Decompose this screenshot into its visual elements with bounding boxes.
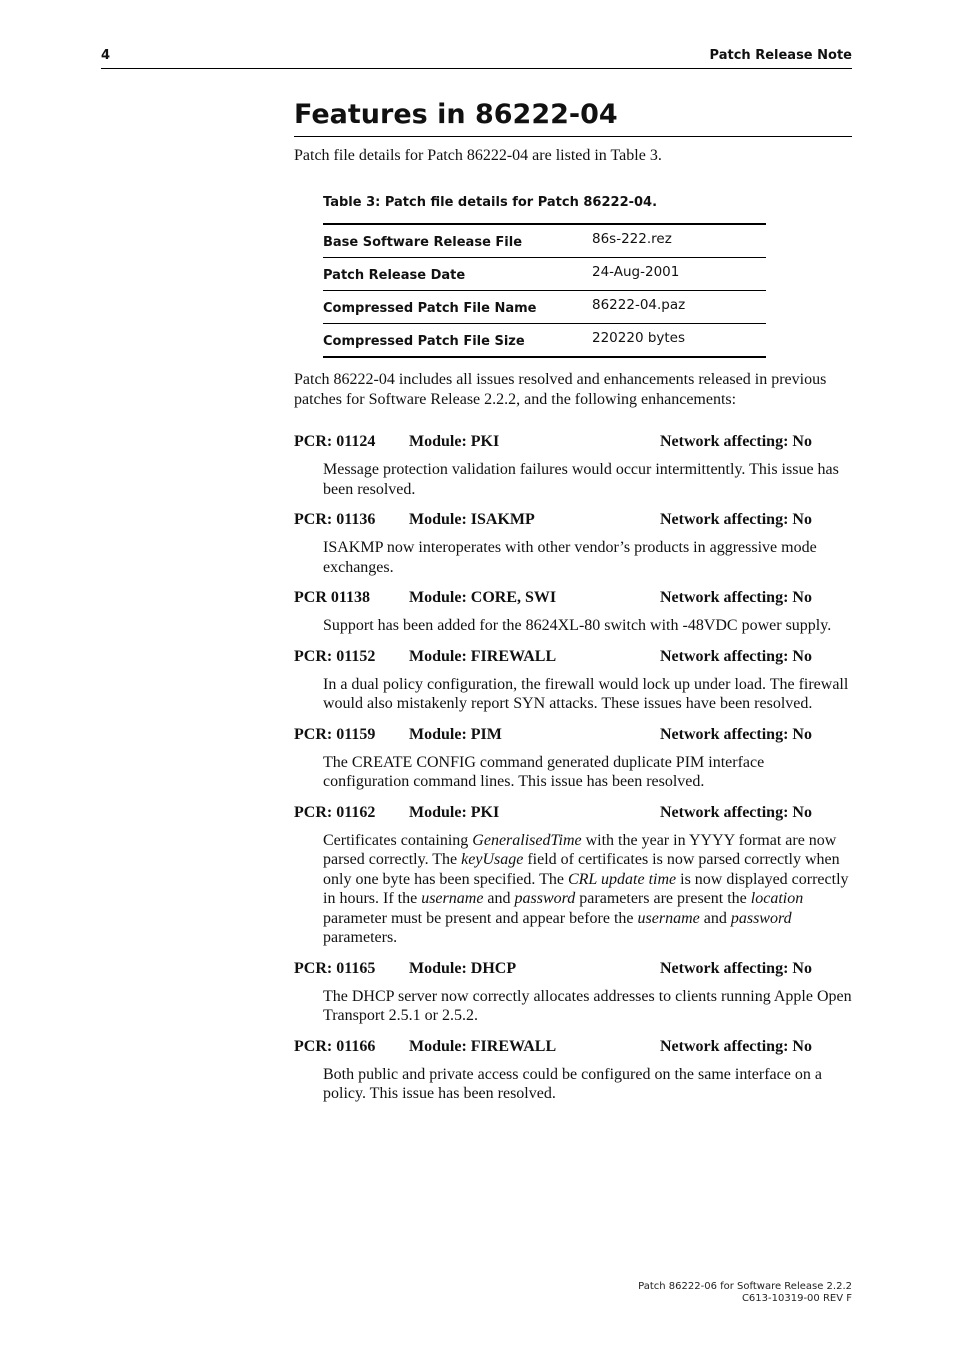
pcr-module: Module: FIREWALL: [409, 647, 557, 665]
pcr-id: PCR: 01152: [294, 647, 376, 665]
table-row: [323, 258, 766, 291]
pcr-description: [323, 753, 854, 792]
pcr-id: PCR 01138: [294, 589, 370, 606]
description-text: is now displayed correctly in hours. If the: [323, 870, 849, 907]
pcr-network-affecting: Network affecting: No: [660, 725, 812, 743]
pcr-module: Module: FIREWALL: [409, 1037, 557, 1055]
table-row: [323, 224, 766, 258]
table-row-value: 220220 bytes: [592, 329, 686, 346]
table-row-label: Compressed Patch File Size: [323, 333, 525, 349]
emphasis-term: username: [421, 890, 484, 907]
pcr-heading: [294, 509, 854, 530]
pcr-description: [323, 831, 854, 948]
description-text: parameters are present the: [575, 890, 751, 907]
emphasis-term: password: [730, 909, 792, 927]
description-text: ISAKMP now interoperates with other vendor’s products in aggressive mode exchanges.: [323, 539, 817, 576]
table-row: [323, 291, 766, 324]
description-text: and: [483, 890, 515, 907]
pcr-network-affecting: Network affecting: No: [660, 959, 812, 977]
pcr-network-affecting: Network affecting: No: [660, 433, 812, 450]
pcr-heading: [294, 587, 854, 608]
pcr-id: PCR: 01159: [294, 725, 376, 743]
table-row-label: Base Software Release File: [323, 224, 592, 258]
pcr-module: Module: DHCP: [409, 959, 517, 977]
description-text: The DHCP server now correctly allocates addresses to clients running Apple Open Transport 2.5.1 or 2.5.2.: [323, 987, 852, 1024]
pcr-network-affecting: Network affecting: No: [660, 647, 812, 665]
pcr-description: [323, 1065, 854, 1104]
pcr-id: PCR: 01165: [294, 959, 376, 977]
table-row-label: Compressed Patch File Name: [323, 291, 592, 324]
pcr-heading: [294, 802, 854, 823]
page-number: 4: [101, 48, 111, 63]
pcr-description: [323, 538, 854, 577]
description-text: field of certificates is now parsed correctly when only one byte has been specified. The: [323, 851, 840, 888]
pcr-description: [323, 675, 854, 714]
pcr-description: [323, 987, 854, 1026]
pcr-entry: [294, 509, 854, 577]
pcr-module: Module: CORE, SWI: [409, 589, 557, 606]
table-row-value: 24-Aug-2001: [592, 258, 766, 291]
running-header: [101, 48, 852, 69]
description-text: In a dual policy configuration, the firewall would lock up under load. The firewall would also mistakenly report SYN attacks. These issues have been resolved.: [323, 675, 849, 712]
page-footer: [638, 1281, 852, 1305]
pcr-network-affecting: Network affecting: No: [660, 589, 812, 606]
emphasis-term: keyUsage: [461, 851, 524, 868]
pcr-id: PCR: 01136: [294, 511, 376, 528]
pcr-module: Module: PKI: [409, 433, 500, 450]
description-text: Both public and private access could be configured on the same interface on a policy. This issue has been resolved.: [323, 1065, 822, 1102]
pcr-heading: [294, 431, 854, 452]
pcr-heading: [294, 724, 854, 745]
pcr-entry: [294, 958, 854, 1026]
description-text: and: [699, 909, 731, 927]
pcr-description: [323, 616, 854, 636]
footer-line-1: Patch 86222-06 for Software Release 2.2.2: [638, 1281, 852, 1292]
table-row-label: Patch Release Date: [323, 258, 592, 291]
pcr-id: PCR: 01124: [294, 433, 376, 450]
pcr-module: Module: PKI: [409, 803, 500, 821]
table-row: [323, 324, 766, 358]
emphasis-term: CRL update time: [567, 870, 677, 888]
header-title: Patch Release Note: [709, 48, 852, 63]
pcr-module: Module: PIM: [409, 725, 502, 743]
table-row-value: 86s-222.rez: [592, 224, 766, 258]
pcr-entry: [294, 802, 854, 948]
pcr-network-affecting: Network affecting: No: [660, 803, 812, 821]
description-text: parameters.: [323, 929, 398, 946]
pcr-module: Module: ISAKMP: [409, 511, 535, 528]
pcr-heading: [294, 958, 854, 979]
emphasis-term: username: [637, 909, 700, 927]
footer-line-2: C613-10319-00 REV F: [741, 1293, 852, 1304]
pcr-heading: [294, 1036, 854, 1057]
intro-paragraph: Patch file details for Patch 86222-04 are listed in Table 3.: [294, 147, 662, 164]
section-title: Features in 86222-04: [294, 96, 852, 137]
pcr-heading: [294, 646, 854, 667]
summary-paragraph: Patch 86222-04 includes all issues resolved and enhancements released in previous patches for Software Release 2.2.2, and the following enhancements:: [294, 371, 827, 408]
description-text: Support has been added for the 8624XL-80 switch with -48VDC power supply.: [323, 617, 832, 634]
description-text: parameter must be present and appear before the: [323, 909, 638, 927]
pcr-entry: [294, 1036, 854, 1104]
description-text: Message protection validation failures would occur intermittently. This issue has been resolved.: [323, 461, 839, 498]
pcr-id: PCR: 01162: [294, 803, 376, 821]
table-caption: Table 3: Patch file details for Patch 86222-04.: [323, 195, 658, 210]
table-row-value: 86222-04.paz: [592, 291, 766, 324]
pcr-network-affecting: Network affecting: No: [660, 1037, 812, 1055]
emphasis-term: location: [750, 890, 804, 907]
description-text: with the year in YYYY format are now parsed correctly. The: [323, 831, 837, 868]
pcr-entry: [294, 646, 854, 714]
pcr-entry: [294, 724, 854, 792]
pcr-entry: [294, 587, 854, 636]
patch-details-table: [323, 223, 766, 358]
emphasis-term: GeneralisedTime: [472, 831, 582, 849]
pcr-description: [323, 460, 854, 499]
pcr-entry: [294, 431, 854, 499]
pcr-network-affecting: Network affecting: No: [660, 511, 812, 528]
description-text: The CREATE CONFIG command generated duplicate PIM interface configuration command lines. This issue has been resolved.: [323, 753, 765, 790]
description-text: Certificates containing: [323, 831, 473, 849]
emphasis-term: password: [514, 890, 576, 907]
pcr-list: [294, 431, 854, 1114]
pcr-id: PCR: 01166: [294, 1037, 376, 1055]
